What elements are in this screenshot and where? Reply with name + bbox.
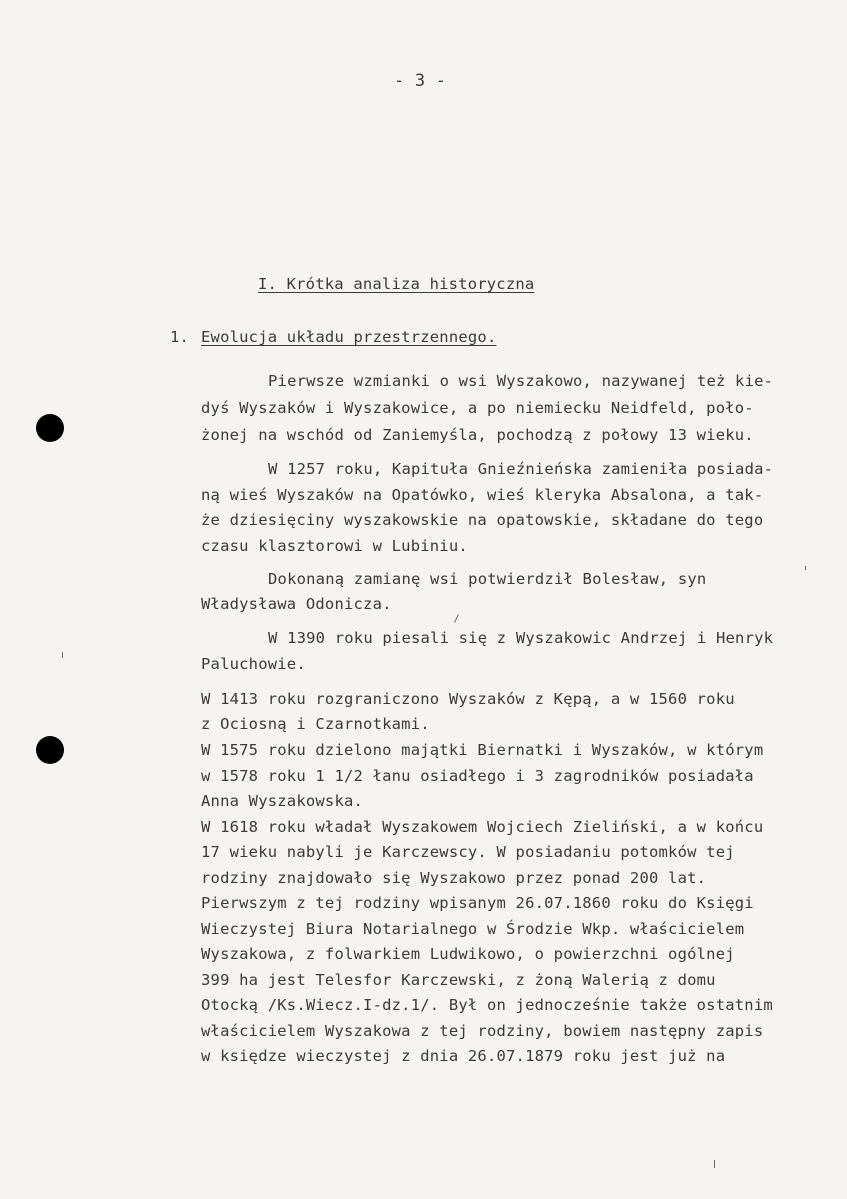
body-line: Wieczystej Biura Notarialnego w Środzie Wkp. właścicielem [201,920,745,938]
speck-mark [805,566,806,570]
body-line: W 1390 roku piesali się z Wyszakowic Andrzej i Henryk [268,629,774,647]
body-line: Pierwsze wzmianki o wsi Wyszakowo, nazywanej też kie- [268,372,774,390]
body-line: Otocką /Ks.Wiecz.I-dz.1/. Był on jednocześnie także ostatnim [201,996,773,1014]
body-line: Pierwszym z tej rodziny wpisanym 26.07.1860 roku do Księgi [201,894,754,912]
body-line: W 1257 roku, Kapituła Gnieźnieńska zamieniła posiada- [268,460,774,478]
punch-hole-bottom [36,736,64,764]
body-line: z Ociosną i Czarnotkami. [201,715,430,733]
body-line: Paluchowie. [201,655,306,673]
subsection-heading: Ewolucja układu przestrzennego. [201,328,497,346]
punch-hole-top [36,414,64,442]
body-line: właścicielem Wyszakowa z tej rodziny, bowiem następny zapis [201,1022,764,1040]
page-number: - 3 - [394,71,447,91]
body-line: Wyszakowa, z folwarkiem Ludwikowo, o powierzchni ogólnej [201,945,735,963]
body-line: ną wieś Wyszaków na Opatówko, wieś kleryka Absalona, a tak- [201,486,764,504]
body-line: że dziesięciny wyszakowskie na opatowskie, składane do tego [201,511,764,529]
body-line: Władysława Odonicza. [201,595,392,613]
subsection-number: 1. [170,328,190,346]
section-heading: I. Krótka analiza historyczna [258,275,535,293]
body-line: w księdze wieczystej z dnia 26.07.1879 roku jest już na [201,1047,726,1065]
body-line: dyś Wyszaków i Wyszakowice, a po niemiecku Neidfeld, poło- [201,399,754,417]
body-line: Dokonaną zamianę wsi potwierdził Bolesław, syn [268,570,707,588]
speck-mark [62,652,63,658]
body-line: W 1618 roku władał Wyszakowem Wojciech Zieliński, a w końcu [201,818,764,836]
body-line: W 1413 roku rozgraniczono Wyszaków z Kępą, a w 1560 roku [201,690,735,708]
speck-mark [714,1160,715,1168]
body-line: żonej na wschód od Zaniemyśla, pochodzą z połowy 13 wieku. [201,426,754,444]
body-line: W 1575 roku dzielono majątki Biernatki i Wyszaków, w którym [201,741,764,759]
body-line: rodziny znajdowało się Wyszakowo przez ponad 200 lat. [201,869,707,887]
body-line: Anna Wyszakowska. [201,792,364,810]
body-line: 17 wieku nabyli je Karczewscy. W posiadaniu potomków tej [201,843,735,861]
body-line: 399 ha jest Telesfor Karczewski, z żoną Walerią z domu [201,971,716,989]
body-line: czasu klasztorowi w Lubiniu. [201,537,468,555]
body-line: w 1578 roku 1 1/2 łanu osiadłego i 3 zagrodników posiadała [201,767,754,785]
speck-mark [454,614,459,623]
